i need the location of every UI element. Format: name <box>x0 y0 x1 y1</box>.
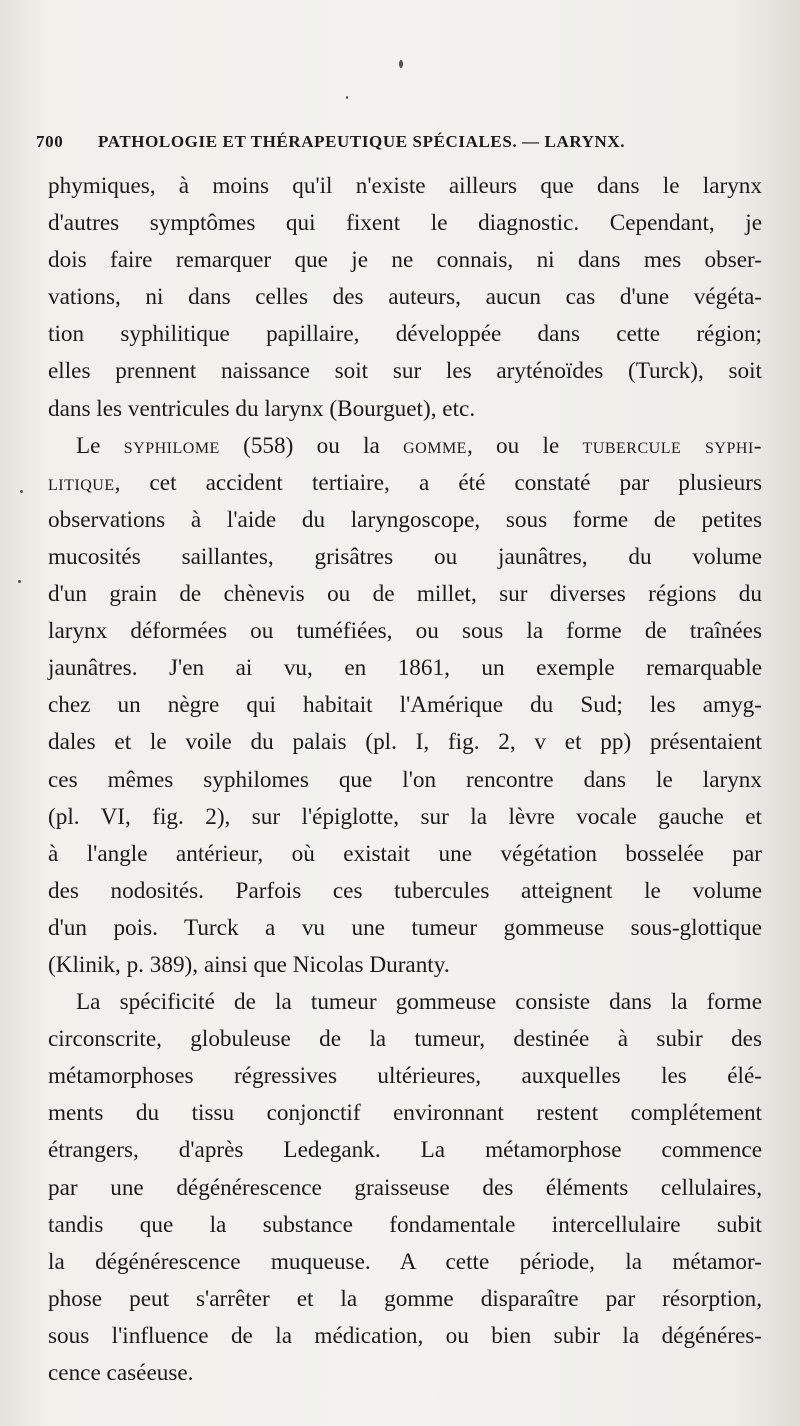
text-line: (Klinik, p. 389), ainsi que Nicolas Duranty. <box>48 951 450 978</box>
small-caps-term: gomme <box>403 432 467 459</box>
text-line: phymiques, à moins qu'il n'existe ailleurs que dans le larynx <box>48 173 762 199</box>
running-header <box>36 132 736 162</box>
text-line: dois faire remarquer que je ne connais, ni dans mes obser- <box>48 247 762 274</box>
text-line: sous l'influence de la médication, ou bien subir la dégénéres- <box>48 1322 762 1349</box>
text-line: observations à l'aide du laryngoscope, sous forme de petites <box>48 506 762 533</box>
ink-speck <box>18 580 21 583</box>
text-line: phose peut s'arrêter et la gomme disparaître par résorption, <box>48 1285 762 1312</box>
text-line: circonscrite, globuleuse de la tumeur, destinée à subir des <box>48 1026 762 1053</box>
ink-speck <box>20 490 23 493</box>
text-line: litique, cet accident tertiaire, a été constaté par plusieurs <box>48 469 762 496</box>
text-line: métamorphoses régressives ultérieures, auxquelles les élé- <box>48 1063 762 1090</box>
small-caps-term: syphilome <box>123 432 220 459</box>
text-line: cence caséeuse. <box>48 1360 194 1386</box>
paragraph-start-line: Le syphilome (558) ou la gomme, ou le tubercule syphi- <box>76 432 762 459</box>
small-caps-term: tubercule syphi- <box>582 432 762 459</box>
text-line: vations, ni dans celles des auteurs, aucun cas d'une végéta- <box>48 284 762 311</box>
ink-speck <box>399 60 403 68</box>
text-line: à l'angle antérieur, où existait une végétation bosselée par <box>48 840 762 867</box>
text-line: la dégénérescence muqueuse. A cette période, la métamor- <box>48 1248 762 1275</box>
page-number: 700 <box>36 132 64 151</box>
text-line: ces mêmes syphilomes que l'on rencontre dans le larynx <box>48 766 762 793</box>
text-line: tion syphilitique papillaire, développée dans cette région; <box>48 321 762 348</box>
text-line: (pl. VI, fig. 2), sur l'épiglotte, sur la lèvre vocale gauche et <box>48 803 762 830</box>
text-line: dales et le voile du palais (pl. I, fig. 2, v et pp) présentaient <box>48 729 762 756</box>
running-title: PATHOLOGIE ET THÉRAPEUTIQUE SPÉCIALES. — LARYNX. <box>98 132 626 151</box>
text-line: chez un nègre qui habitait l'Amérique du Sud; les amyg- <box>48 692 762 719</box>
text-line: d'un pois. Turck a vu une tumeur gommeuse sous-glottique <box>48 914 762 941</box>
text-line: ments du tissu conjonctif environnant restent complétement <box>48 1100 762 1127</box>
text-line: jaunâtres. J'en ai vu, en 1861, un exemple remarquable <box>48 655 762 682</box>
text-line: mucosités saillantes, grisâtres ou jaunâtres, du volume <box>48 543 762 570</box>
ink-speck <box>346 96 348 99</box>
text-line: elles prennent naissance soit sur les aryténoïdes (Turck), soit <box>48 358 762 385</box>
body-text <box>48 168 762 1392</box>
text-line: dans les ventricules du larynx (Bourguet), etc. <box>48 395 476 422</box>
text-line: d'autres symptômes qui fixent le diagnostic. Cependant, je <box>48 210 762 237</box>
text-line: des nodosités. Parfois ces tubercules atteignent le volume <box>48 877 762 904</box>
text-line: par une dégénérescence graisseuse des éléments cellulaires, <box>48 1174 762 1201</box>
text-line: étrangers, d'après Ledegank. La métamorphose commence <box>48 1137 762 1164</box>
small-caps-term: litique <box>48 469 115 496</box>
text-line: larynx déformées ou tuméfiées, ou sous la forme de traînées <box>48 618 762 645</box>
text-line: tandis que la substance fondamentale intercellulaire subit <box>48 1211 762 1238</box>
text-line: d'un grain de chènevis ou de millet, sur diverses régions du <box>48 581 762 608</box>
paragraph-start-line: La spécificité de la tumeur gommeuse consiste dans la forme <box>76 989 762 1016</box>
